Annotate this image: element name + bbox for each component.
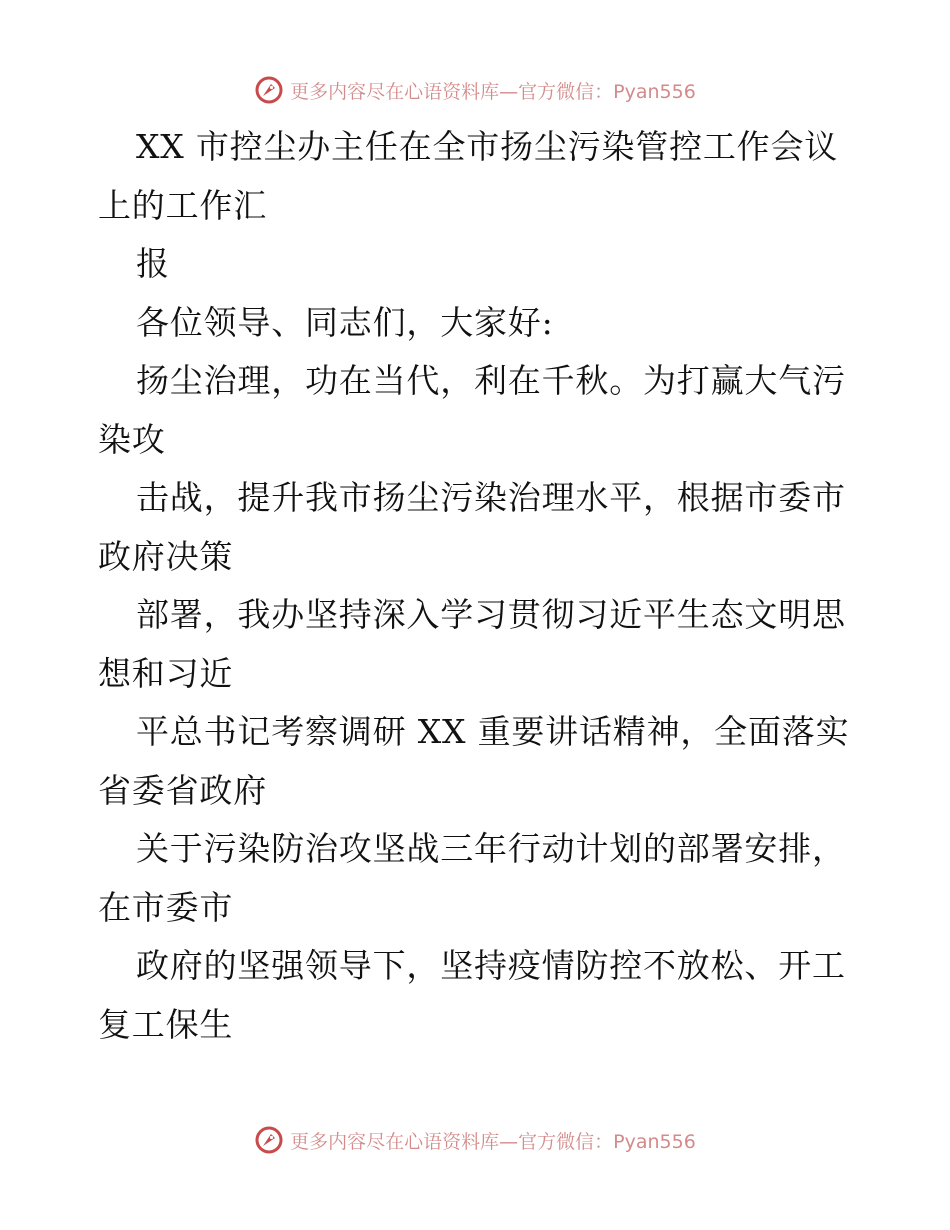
header-watermark-banner [0,70,950,110]
document-line: 复工保生 [98,1004,234,1044]
document-line: 政府决策 [98,536,234,576]
footer-watermark-text: 更多内容尽在心语资料库—官方微信：Pyan556 [290,1130,696,1153]
document-line: 部署，我办坚持深入学习贯彻习近平生态文明思 [136,595,846,634]
pen-nib-circle-icon [254,75,284,105]
document-line: 上的工作汇 [98,185,267,225]
document-line: 击战，提升我市扬尘污染治理水平，根据市委市 [136,478,846,517]
footer-watermark-banner [0,1120,950,1160]
document-line: 平总书记考察调研 XX 重要讲话精神，全面落实 [136,712,850,751]
document-line: 关于污染防治攻坚战三年行动计划的部署安排， [136,829,846,868]
document-line: 想和习近 [98,653,234,693]
document-line: 各位领导、同志们，大家好: [136,302,554,342]
document-line: 染攻 [98,419,166,459]
document-line: 省委省政府 [98,770,267,810]
document-line: 报 [136,244,170,283]
document-line: 在市委市 [98,887,234,927]
document-body [98,118,858,1054]
header-watermark-text: 更多内容尽在心语资料库—官方微信：Pyan556 [290,80,696,103]
document-line: 扬尘治理，功在当代，利在千秋。为打赢大气污 [136,361,846,400]
pen-nib-circle-icon [254,1125,284,1155]
document-line: 政府的坚强领导下，坚持疫情防控不放松、开工 [136,946,846,985]
document-line: XX 市控尘办主任在全市扬尘污染管控工作会议 [136,127,839,166]
